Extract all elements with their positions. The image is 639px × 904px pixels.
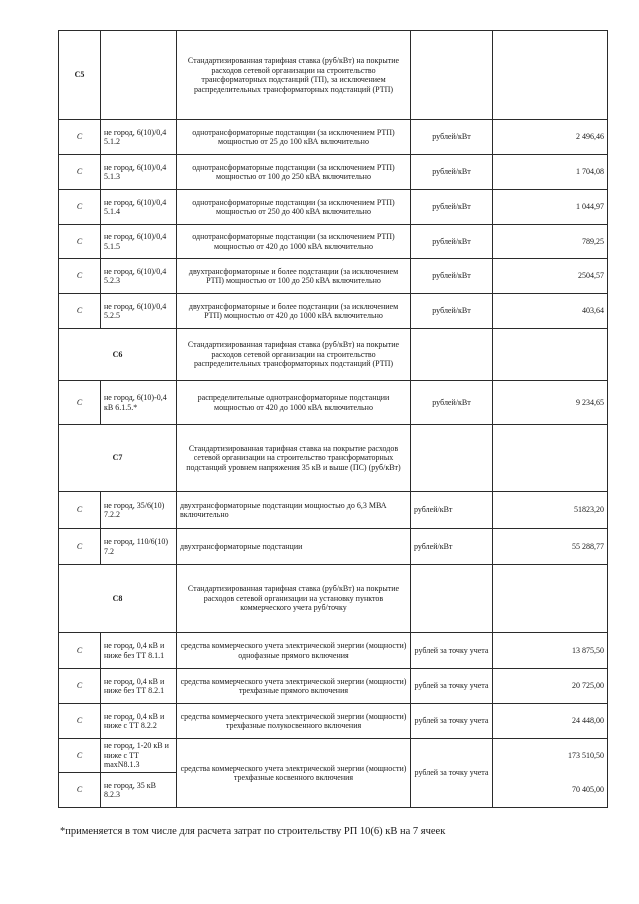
letter-mark: С xyxy=(59,381,101,425)
section-code: С7 xyxy=(59,425,177,492)
row-unit: рублей за точку учета xyxy=(411,669,493,704)
section-header-row xyxy=(59,329,608,381)
section-header: Стандартизированная тарифная ставка на покрытие расходов сетевой организации на строительство трансформаторных подстанций уровнем напряжения 35 кВ и выше (ПС) (руб/кВт) xyxy=(177,425,411,492)
table-row xyxy=(59,633,608,669)
row-subtype: не город, 6(10)/0,4 5.2.3 xyxy=(101,259,177,294)
section-header-row xyxy=(59,565,608,633)
letter-mark: С xyxy=(59,225,101,259)
footnote: *применяется в том числе для расчета затрат по строительству РП 10(6) кВ на 7 ячеек xyxy=(60,826,446,837)
row-subtype: не город, 0,4 кВ и ниже без ТТ 8.2.1 xyxy=(101,669,177,704)
row-subtype: не город, 35/6(10) 7.2.2 xyxy=(101,492,177,529)
row-subtype: не город, 0,4 кВ и ниже с ТТ 8.2.2 xyxy=(101,704,177,739)
row-value: 2504,57 xyxy=(493,259,608,294)
row-value: 20 725,00 xyxy=(493,669,608,704)
row-subtype: не город, 6(10)/0,4 5.2.5 xyxy=(101,294,177,329)
letter-mark: С xyxy=(59,155,101,190)
section-header-row xyxy=(59,425,608,492)
letter-mark: С xyxy=(59,704,101,739)
table-row xyxy=(59,381,608,425)
row-description: средства коммерческого учета электрической энергии (мощности) трехфазные прямого включения xyxy=(177,669,411,704)
row-value: 24 448,00 xyxy=(493,704,608,739)
section-code: С8 xyxy=(59,565,177,633)
table-row xyxy=(59,155,608,190)
row-description: средства коммерческого учета электрической энергии (мощности) однофазные прямого включения xyxy=(177,633,411,669)
row-description: однотрансформаторные подстанции (за исключением РТП) мощностью от 250 до 400 кВА включительно xyxy=(177,190,411,225)
row-unit: рублей/кВт xyxy=(411,294,493,329)
letter-mark: С xyxy=(59,120,101,155)
letter-mark: С xyxy=(59,633,101,669)
letter-mark: С xyxy=(59,739,101,773)
row-unit: рублей/кВт xyxy=(411,381,493,425)
row-description: средства коммерческого учета электрической энергии (мощности) трехфазные косвенного включения xyxy=(177,739,411,808)
row-description: однотрансформаторные подстанции (за исключением РТП) мощностью от 100 до 250 кВА включительно xyxy=(177,155,411,190)
row-unit: рублей/кВт xyxy=(411,225,493,259)
section-header-row xyxy=(59,31,608,120)
section-header: Стандартизированная тарифная ставка (руб/кВт) на покрытие расходов сетевой организации на строительство трансформаторных подстанций (ТП), за исключением распределительных трансформаторных подстанций (РТП) xyxy=(177,31,411,120)
table-row xyxy=(59,120,608,155)
row-description: двухтрансформаторные и более подстанции (за исключением РТП) мощностью от 100 до 250 кВА включительно xyxy=(177,259,411,294)
row-value: 70 405,00 xyxy=(493,773,608,808)
row-description: двухтрансформаторные подстанции xyxy=(177,529,411,565)
row-description: однотрансформаторные подстанции (за исключением РТП) мощностью от 420 до 1000 кВА включительно xyxy=(177,225,411,259)
row-subtype: не город, 6(10)/0,4 5.1.5 xyxy=(101,225,177,259)
tariff-table xyxy=(58,30,608,808)
row-subtype: не город, 6(10)/0,4 5.1.2 xyxy=(101,120,177,155)
row-unit: рублей за точку учета xyxy=(411,704,493,739)
row-value: 403,64 xyxy=(493,294,608,329)
row-subtype: не город, 0,4 кВ и ниже без ТТ 8.1.1 xyxy=(101,633,177,669)
row-unit: рублей/кВт xyxy=(411,190,493,225)
row-value: 55 288,77 xyxy=(493,529,608,565)
row-unit: рублей за точку учета xyxy=(411,739,493,808)
section-code: С6 xyxy=(59,329,177,381)
table-row xyxy=(59,225,608,259)
row-value: 1 044,97 xyxy=(493,190,608,225)
letter-mark: С xyxy=(59,294,101,329)
row-subtype: не город, 6(10)/0,4 5.1.3 xyxy=(101,155,177,190)
table-row xyxy=(59,190,608,225)
row-unit: рублей/кВт xyxy=(411,120,493,155)
letter-mark: С xyxy=(59,190,101,225)
row-subtype: не город, 110/6(10) 7.2 xyxy=(101,529,177,565)
row-unit: рублей/кВт xyxy=(411,155,493,190)
row-description: двухтрансформаторные и более подстанции (за исключением РТП) мощностью от 420 до 1000 кВА включительно xyxy=(177,294,411,329)
table-row xyxy=(59,259,608,294)
section-code: С5 xyxy=(59,31,101,120)
row-subtype: не город, 35 кВ 8.2.3 xyxy=(101,773,177,808)
table-row xyxy=(59,294,608,329)
row-description: однотрансформаторные подстанции (за исключением РТП) мощностью от 25 до 100 кВА включительно xyxy=(177,120,411,155)
row-unit: рублей/кВт xyxy=(411,492,493,529)
table-row xyxy=(59,704,608,739)
row-value: 13 875,50 xyxy=(493,633,608,669)
letter-mark: С xyxy=(59,529,101,565)
row-subtype: не город, 1-20 кВ и ниже с ТТ maxN8.1.3 xyxy=(101,739,177,773)
row-unit: рублей/кВт xyxy=(411,529,493,565)
row-subtype: не город, 6(10)/0,4 5.1.4 xyxy=(101,190,177,225)
row-unit: рублей за точку учета xyxy=(411,633,493,669)
row-value: 1 704,08 xyxy=(493,155,608,190)
row-description: двухтрансформаторные подстанции мощностью до 6,3 МВА включительно xyxy=(177,492,411,529)
row-value: 2 496,46 xyxy=(493,120,608,155)
letter-mark: С xyxy=(59,669,101,704)
row-subtype: не город, 6(10)-0,4 кВ 6.1.5.* xyxy=(101,381,177,425)
section-header: Стандартизированная тарифная ставка (руб/кВт) на покрытие расходов сетевой организации на установку пунктов коммерческого учета руб/точку xyxy=(177,565,411,633)
table-row xyxy=(59,492,608,529)
row-value: 789,25 xyxy=(493,225,608,259)
table-row xyxy=(59,529,608,565)
section-header: Стандартизированная тарифная ставка (руб/кВт) на покрытие расходов сетевой организации на строительство распределительных трансформаторных подстанций (РТП) xyxy=(177,329,411,381)
row-description: распределительные однотрансформаторные подстанции мощностью от 420 до 1000 кВА включительно xyxy=(177,381,411,425)
row-value: 173 510,50 xyxy=(493,739,608,773)
row-value: 9 234,65 xyxy=(493,381,608,425)
letter-mark: С xyxy=(59,492,101,529)
letter-mark: С xyxy=(59,259,101,294)
row-unit: рублей/кВт xyxy=(411,259,493,294)
table-row xyxy=(59,739,608,773)
table-row xyxy=(59,669,608,704)
letter-mark: С xyxy=(59,773,101,808)
row-value: 51823,20 xyxy=(493,492,608,529)
row-description: средства коммерческого учета электрической энергии (мощности) трехфазные полукосвенного включения xyxy=(177,704,411,739)
